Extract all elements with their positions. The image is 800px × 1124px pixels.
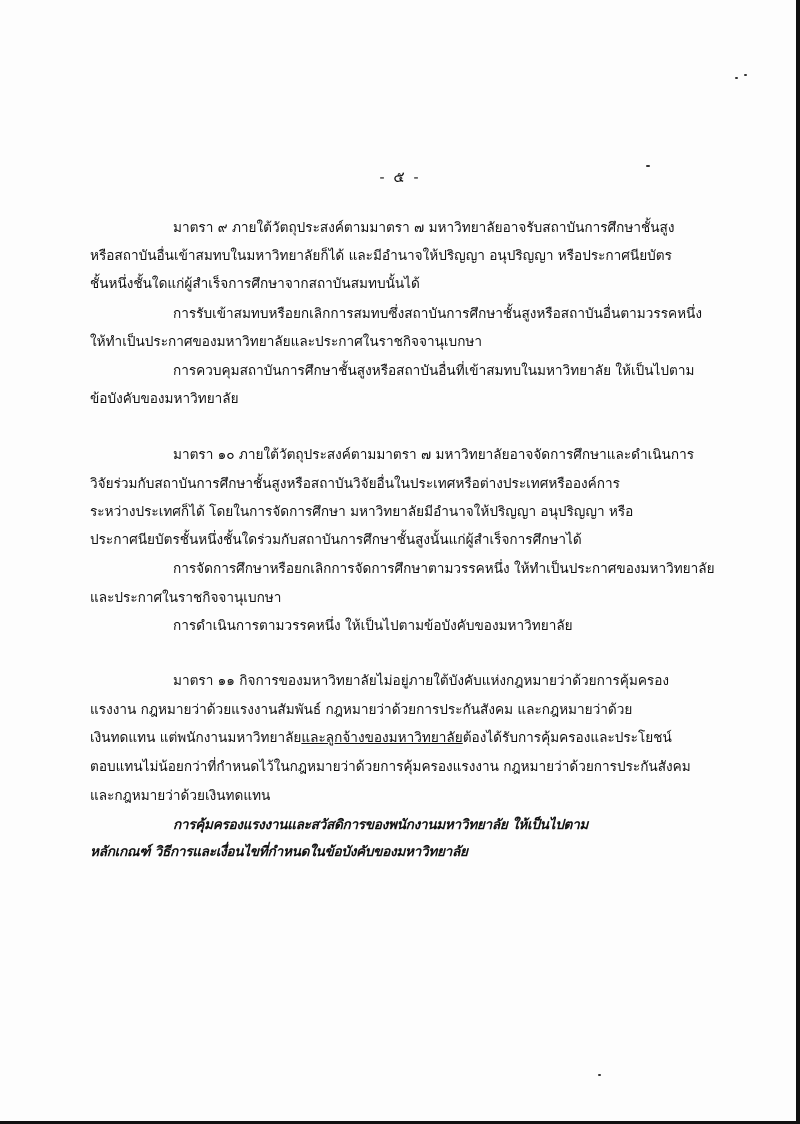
section-11-line: และกฎหมายว่าด้วยเงินทดแทน bbox=[90, 788, 271, 804]
page-number: - ๕ - bbox=[379, 168, 421, 186]
section-11-text: เงินทดแทน แต่พนักงานมหาวิทยาลัย bbox=[90, 730, 302, 746]
section-9-line: ชั้นหนึ่งชั้นใดแก่ผู้สำเร็จการศึกษาจากสถาบันสมทบนั้นได้ bbox=[90, 276, 420, 292]
section-11-heading-line: มาตรา ๑๑ กิจการของมหาวิทยาลัยไม่อยู่ภายใต้บังคับแห่งกฎหมายว่าด้วยการคุ้มครอง bbox=[173, 673, 670, 689]
section-10-paragraph-3: การดำเนินการตามวรรคหนึ่ง ให้เป็นไปตามข้อบังคับของมหาวิทยาลัย bbox=[173, 618, 573, 634]
section-10-heading-line: มาตรา ๑๐ ภายใต้วัตถุประสงค์ตามมาตรา ๗ มหาวิทยาลัยอาจจัดการศึกษาและดำเนินการ bbox=[173, 447, 695, 463]
section-9-heading-line: มาตรา ๙ ภายใต้วัตถุประสงค์ตามมาตรา ๗ มหาวิทยาลัยอาจรับสถาบันการศึกษาชั้นสูง bbox=[173, 220, 675, 236]
section-11-emphasized-line: หลักเกณฑ์ วิธีการและเงื่อนไขที่กำหนดในข้อบังคับของมหาวิทยาลัย bbox=[90, 844, 468, 860]
section-11-emphasized-paragraph: การคุ้มครองแรงงานและสวัสดิการของพนักงานมหาวิทยาลัย ให้เป็นไปตาม bbox=[173, 817, 589, 833]
section-11-line: แรงงาน กฎหมายว่าด้วยแรงงานสัมพันธ์ กฎหมายว่าด้วยการประกันสังคม และกฎหมายว่าด้วย bbox=[90, 702, 633, 718]
section-11-line bbox=[90, 728, 672, 748]
section-10-line: และประกาศในราชกิจจานุเบกษา bbox=[90, 590, 282, 606]
section-9-line: ให้ทำเป็นประกาศของมหาวิทยาลัยและประกาศในราชกิจจานุเบกษา bbox=[90, 334, 483, 350]
section-9-paragraph-2: การรับเข้าสมทบหรือยกเลิกการสมทบซึ่งสถาบันการศึกษาชั้นสูงหรือสถาบันอื่นตามวรรคหนึ่ง bbox=[173, 306, 702, 322]
underlined-amendment: และลูกจ้างของมหาวิทยาลัย bbox=[301, 730, 463, 746]
section-9-line: ข้อบังคับของมหาวิทยาลัย bbox=[90, 391, 239, 407]
scan-speck bbox=[744, 74, 747, 76]
section-11-line: ตอบแทนไม่น้อยกว่าที่กำหนดไว้ในกฎหมายว่าด้วยการคุ้มครองแรงงาน กฎหมายว่าด้วยการประกันสังคม bbox=[90, 759, 691, 775]
section-9-line: หรือสถาบันอื่นเข้าสมทบในมหาวิทยาลัยก็ได้ และมีอำนาจให้ปริญญา อนุปริญญา หรือประกาศนียบัตร bbox=[90, 248, 672, 264]
section-10-paragraph-2: การจัดการศึกษาหรือยกเลิกการจัดการศึกษาตามวรรคหนึ่ง ให้ทำเป็นประกาศของมหาวิทยาลัย bbox=[173, 561, 715, 577]
section-11-text: ต้องได้รับการคุ้มครองและประโยชน์ bbox=[462, 730, 672, 746]
section-10-line: ประกาศนียบัตรชั้นหนึ่งชั้นใดร่วมกับสถาบันการศึกษาชั้นสูงนั้นแก่ผู้สำเร็จการศึกษาได้ bbox=[90, 532, 582, 548]
scan-speck bbox=[735, 77, 738, 79]
scan-edge-right bbox=[796, 0, 800, 1124]
section-10-line: วิจัยร่วมกับสถาบันการศึกษาชั้นสูงหรือสถาบันวิจัยอื่นในประเทศหรือต่างประเทศหรือองค์การ bbox=[90, 476, 620, 492]
section-9-paragraph-3: การควบคุมสถาบันการศึกษาชั้นสูงหรือสถาบันอื่นที่เข้าสมทบในมหาวิทยาลัย ให้เป็นไปตาม bbox=[173, 363, 695, 379]
scan-speck bbox=[598, 1074, 601, 1076]
section-10-line: ระหว่างประเทศก็ได้ โดยในการจัดการศึกษา มหาวิทยาลัยมีอำนาจให้ปริญญา อนุปริญญา หรือ bbox=[90, 504, 634, 520]
